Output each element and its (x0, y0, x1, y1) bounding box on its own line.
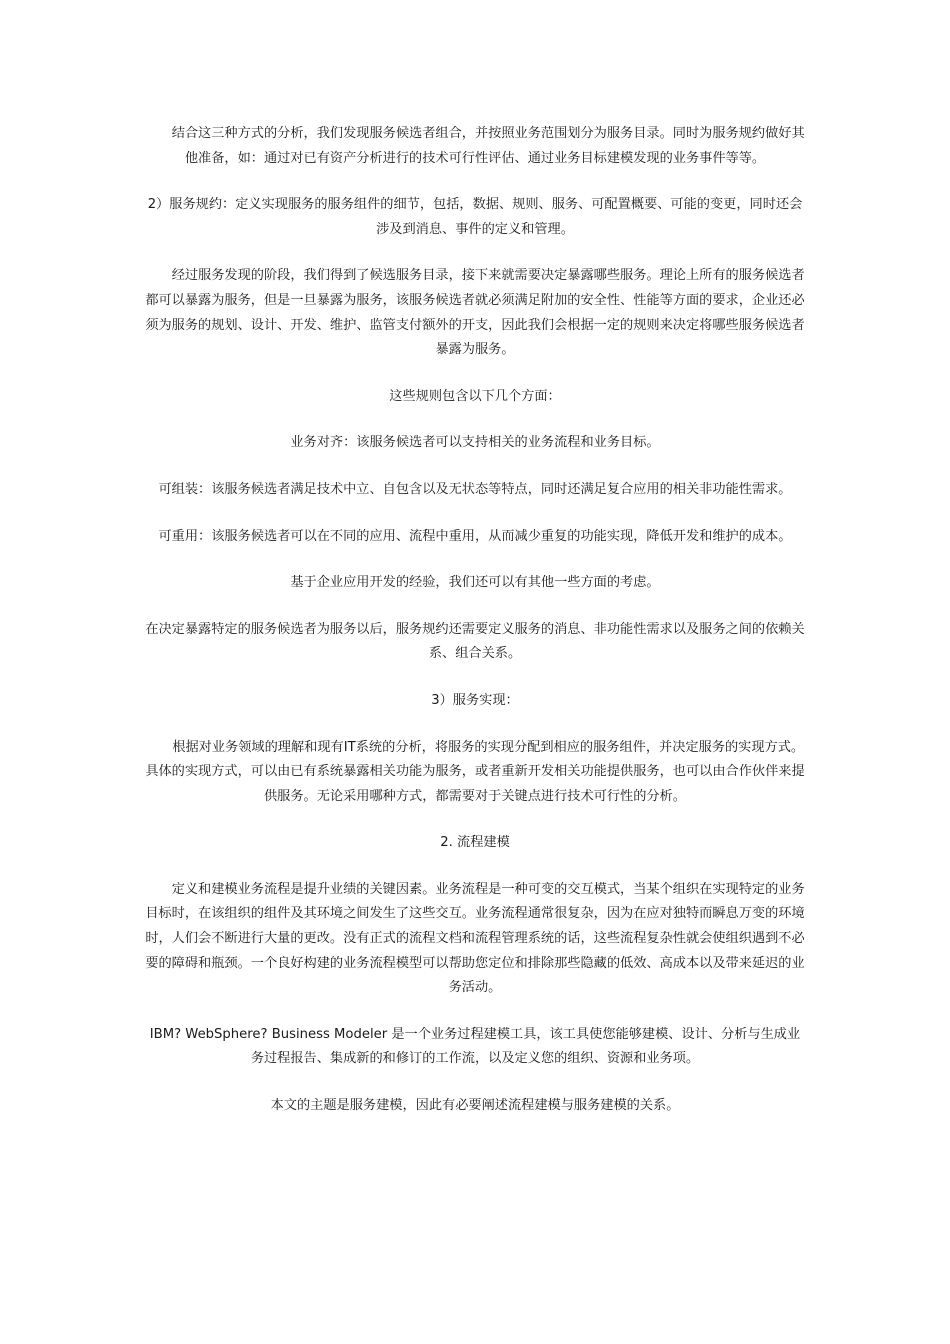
heading-service-implementation: 3）服务实现： (431, 692, 519, 708)
paragraph-rules-intro: 这些规则包含以下几个方面： (389, 388, 561, 404)
heading-process-modeling: 2. 流程建模 (440, 835, 510, 851)
paragraph-topic-relationship: 本文的主题是服务建模，因此有必要阐述流程建模与服务建模的关系。 (270, 1098, 680, 1114)
paragraph-other-considerations: 基于企业应用开发的经验，我们还可以有其他一些方面的考虑。 (290, 575, 660, 591)
paragraph-analysis-summary: 结合这三种方式的分析，我们发现服务候选者组合，并按照业务范围划分为服务目录。同时为服务规约做好其他准备，如：通过对已有资产分析进行的技术可行性评估、通过业务目标建模发现的业务事件等等。 (171, 126, 805, 166)
paragraph-exposure-decision: 在决定暴露特定的服务候选者为服务以后，服务规约还需要定义服务的消息、非功能性需求以及服务之间的依赖关系、组合关系。 (145, 621, 805, 662)
paragraph-service-discovery: 经过服务发现的阶段，我们得到了候选服务目录，接下来就需要决定暴露哪些服务。理论上所有的服务候选者都可以暴露为服务，但是一旦暴露为服务，该服务候选者就必须满足附加的安全性、性能等方面的要求，企业还必须为服务的规划、设计、开发、维护、监管支付额外的开支，因此我们会根据一定的规则来决定将哪些服务候选者暴露为服务。 (145, 268, 805, 358)
paragraph-composability: 可组装：该服务候选者满足技术中立、自包含以及无状态等特点，同时还满足复合应用的相关非功能性需求。 (158, 481, 792, 497)
paragraph-process-modeling: 定义和建模业务流程是提升业绩的关键因素。业务流程是一种可变的交互模式，当某个组织在实现特定的业务目标时，在该组织的组件及其环境之间发生了这些交互。业务流程通常很复杂，因为在应对独特而瞬息万变的环境时，人们会不断进行大量的更改。没有正式的流程文档和流程管理系统的话，这些流程复杂性就会使组织遇到不必要的障碍和瓶颈。一个良好构建的业务流程模型可以帮助您定位和排除那些隐藏的低效、高成本以及带来延迟的业务活动。 (145, 881, 805, 996)
paragraph-service-specification: 2）服务规约：定义实现服务的服务组件的细节，包括，数据、规则、服务、可配置概要、可能的变更，同时还会涉及到消息、事件的定义和管理。 (147, 197, 803, 237)
paragraph-websphere-modeler: IBM? WebSphere? Business Modeler 是一个业务过程建模工具，该工具使您能够建模、设计、分析与生成业务过程报告、集成新的和修订的工作流，以及定义您的组织、资源和业务项。 (149, 1026, 801, 1067)
document-body (144, 122, 806, 1119)
paragraph-reusability: 可重用：该服务候选者可以在不同的应用、流程中重用，从而减少重复的功能实现，降低开发和维护的成本。 (158, 528, 792, 544)
paragraph-service-implementation: 根据对业务领域的理解和现有IT系统的分析，将服务的实现分配到相应的服务组件，并决定服务的实现方式。具体的实现方式，可以由已有系统暴露相关功能为服务，或者重新开发相关功能提供服务，也可以由合作伙伴来提供服务。无论采用哪种方式，都需要对于关键点进行技术可行性的分析。 (145, 739, 805, 804)
paragraph-business-alignment: 业务对齐：该服务候选者可以支持相关的业务流程和业务目标。 (290, 435, 660, 451)
